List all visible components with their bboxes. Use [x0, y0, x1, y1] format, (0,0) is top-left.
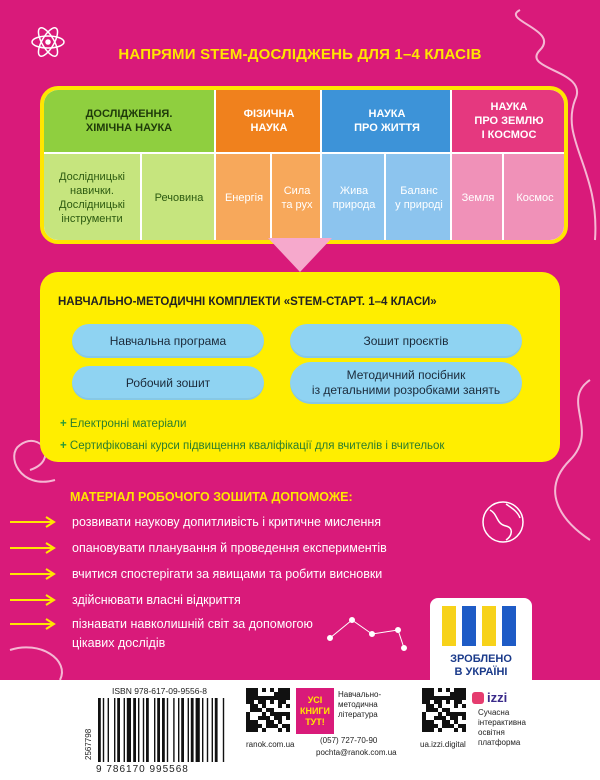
qr-module [430, 696, 434, 700]
qr-module [282, 724, 286, 728]
help-item-label: пізнавати навколишній світ за допомогою [72, 617, 313, 631]
qr-module [442, 716, 446, 720]
qr-module [282, 692, 286, 696]
qr-module [246, 696, 250, 700]
qr-module [246, 700, 250, 704]
qr-module [446, 688, 450, 692]
globe-icon [483, 502, 523, 542]
qr-module [438, 696, 442, 700]
badge-line1: ЗРОБЛЕНО [450, 653, 512, 665]
page-title: НАПРЯМИ STEM-ДОСЛІДЖЕНЬ ДЛЯ 1–4 КЛАСІВ [118, 46, 482, 63]
qr-module [438, 700, 442, 704]
qr-module [438, 712, 442, 716]
izzi-logo [472, 690, 507, 705]
qr-module [450, 724, 454, 728]
qr-module [254, 692, 258, 696]
qr-module [286, 692, 290, 696]
qr-module [266, 696, 270, 700]
barcode-bar [157, 698, 160, 762]
qr-module [250, 724, 254, 728]
arrow-right-icon [10, 617, 58, 631]
qr-code-icon [246, 688, 292, 734]
direction-title-line: І КОСМОС [481, 129, 537, 141]
qr-module [446, 724, 450, 728]
help-item [10, 538, 387, 558]
qr-module [422, 720, 426, 724]
ranok-phone: (057) 727-70-90 [320, 736, 378, 745]
barcode-bar [196, 698, 200, 762]
help-item [10, 564, 382, 584]
help-item-label: здійснювати власні відкриття [72, 593, 241, 607]
kit-title: НАВЧАЛЬНО-МЕТОДИЧНІ КОМПЛЕКТИ «STEM-СТАРТ. 1–4 КЛАСИ» [58, 296, 437, 308]
qr-module [254, 708, 258, 712]
barcode-bar [178, 698, 179, 762]
qr-module [266, 720, 270, 724]
kit-item-program: Навчальна програма [72, 324, 264, 358]
direction-title-line: НАУКА [490, 101, 528, 113]
isbn-text: ISBN 978-617-09-9556-8 [112, 686, 207, 696]
qr-module [438, 716, 442, 720]
qr-module [458, 712, 462, 716]
qr-module [454, 712, 458, 716]
barcode-bar [173, 698, 174, 762]
qr-module [270, 688, 274, 692]
kit-extra-electronic: + Електронні матеріали [60, 418, 187, 430]
qr-module [462, 728, 466, 732]
barcode-bar [215, 698, 218, 762]
qr-module [450, 712, 454, 716]
direction-sub-line: Речовина [154, 192, 204, 204]
qr-module [250, 700, 254, 704]
qr-module [454, 720, 458, 724]
qr-module [262, 712, 266, 716]
qr-module [254, 704, 258, 708]
qr-module [434, 724, 438, 728]
qr-module [270, 700, 274, 704]
barcode-bar [133, 698, 136, 762]
qr-module [426, 704, 430, 708]
qr-module [270, 708, 274, 712]
qr-module [434, 708, 438, 712]
barcode-bar [188, 698, 189, 762]
qr-module [446, 700, 450, 704]
qr-module [262, 716, 266, 720]
help-item-continuation: цікавих дослідів [72, 636, 166, 650]
qr-module [250, 728, 254, 732]
qr-module [450, 716, 454, 720]
qr-module [282, 700, 286, 704]
izzi-desc: Сучасна інтерактивна освітня платформа [478, 708, 526, 747]
qr-module [426, 688, 430, 692]
qr-module [246, 692, 250, 696]
izzi-logo-text: izzi [487, 690, 508, 705]
qr-module [446, 696, 450, 700]
qr-module [422, 728, 426, 732]
qr-module [258, 696, 262, 700]
qr-module [458, 696, 462, 700]
direction-title-line: ХІМІЧНА НАУКА [85, 122, 173, 134]
down-arrow-icon [268, 238, 332, 272]
kit-item-methodical-guide [290, 362, 522, 404]
qr-module [258, 700, 262, 704]
qr-module [246, 712, 250, 716]
qr-module [254, 724, 258, 728]
direction-sub-wildlife [320, 152, 386, 242]
qr-module [278, 712, 282, 716]
qr-module [266, 708, 270, 712]
barcode-number: 9 786170 995568 [96, 764, 189, 775]
qr-module [266, 724, 270, 728]
qr-module [458, 724, 462, 728]
qr-module [454, 688, 458, 692]
barcode-bar [167, 698, 168, 762]
help-item-label: опановувати планування й проведення експериментів [72, 541, 387, 555]
direction-sub-substance [140, 152, 216, 242]
qr-module [282, 712, 286, 716]
qr-module [422, 716, 426, 720]
qr-module [266, 716, 270, 720]
kit-item-workbook: Робочий зошит [72, 366, 264, 400]
qr-module [462, 696, 466, 700]
qr-module [278, 720, 282, 724]
barcode-bar [127, 698, 131, 762]
qr-module [262, 728, 266, 732]
qr-module [282, 696, 286, 700]
direction-sub-line: Земля [461, 192, 495, 204]
qr-module [430, 704, 434, 708]
qr-module [246, 720, 250, 724]
arrow-right-icon [10, 593, 58, 607]
direction-title-line: НАУКА [250, 122, 288, 134]
barcode-bar [223, 698, 224, 762]
qr-module [426, 728, 430, 732]
qr-module [426, 700, 430, 704]
qr-module [274, 696, 278, 700]
qr-module [274, 724, 278, 728]
constellation-icon [328, 618, 407, 651]
qr-module [250, 704, 254, 708]
qr-module [274, 712, 278, 716]
direction-sub-line: Космос [516, 192, 554, 204]
direction-title-line: НАУКА [368, 108, 406, 120]
help-item [10, 512, 381, 532]
direction-header-earth-space [450, 90, 566, 152]
qr-module [286, 728, 290, 732]
direction-sub-line: Дослідницькі [59, 199, 125, 211]
direction-sub-line: Сила [283, 185, 311, 197]
arrow-right-icon [10, 541, 58, 555]
ranok-email: pochta@ranok.com.ua [316, 748, 397, 757]
qr-module [426, 696, 430, 700]
qr-module [430, 720, 434, 724]
direction-sub-line: та рух [281, 199, 313, 211]
barcode-bar [143, 698, 144, 762]
qr-module [262, 704, 266, 708]
direction-sub-line: Дослідницькі [59, 171, 125, 183]
qr-module [430, 692, 434, 696]
qr-module [434, 716, 438, 720]
barcode-bar [146, 698, 149, 762]
qr-module [254, 696, 258, 700]
qr-module [262, 700, 266, 704]
qr-module [462, 688, 466, 692]
izzi-logo-icon [472, 692, 484, 704]
qr-module [278, 728, 282, 732]
qr-module [250, 708, 254, 712]
direction-header-physics [214, 90, 322, 152]
qr-module [270, 724, 274, 728]
qr-module [426, 724, 430, 728]
made-in-ukraine-text [430, 653, 532, 679]
direction-header-life [320, 90, 452, 152]
barcode-bar [191, 698, 194, 762]
qr-module [462, 712, 466, 716]
flag-bar-icon [462, 606, 476, 646]
barcode-icon [98, 698, 234, 762]
qr-module [270, 720, 274, 724]
qr-module [258, 724, 262, 728]
direction-sub-earth [450, 152, 504, 242]
barcode-bar [114, 698, 115, 762]
barcode-bar [138, 698, 139, 762]
swirl-doodle-right [555, 380, 590, 540]
qr-module [458, 700, 462, 704]
ranok-sale-label: УСІ КНИГИ ТУТ! [296, 688, 334, 734]
swirl-doodle-bottom [10, 647, 62, 680]
direction-sub-line: природа [332, 199, 376, 211]
barcode-bar [103, 698, 104, 762]
qr-module [270, 712, 274, 716]
kit-extra-courses: + Сертифіковані курси підвищення кваліфікації для вчителів і вчительок [60, 440, 445, 452]
qr-module [258, 716, 262, 720]
qr-module [422, 712, 426, 716]
help-item [10, 590, 241, 610]
barcode-bar [124, 698, 125, 762]
barcode-bar [212, 698, 213, 762]
ranok-site: ranok.com.ua [246, 740, 295, 749]
qr-module [430, 708, 434, 712]
kit-item-project-notebook: Зошит проєктів [290, 324, 522, 358]
direction-sub-force [270, 152, 322, 242]
arrow-right-icon [10, 567, 58, 581]
kit-item-line: Методичний посібник [346, 368, 466, 382]
qr-module [426, 692, 430, 696]
help-item [10, 614, 313, 634]
qr-module [454, 716, 458, 720]
qr-module [422, 700, 426, 704]
qr-module [254, 720, 258, 724]
direction-sub-line: навички. [70, 185, 114, 197]
direction-sub-space [502, 152, 566, 242]
qr-module [278, 700, 282, 704]
flag-bar-icon [502, 606, 516, 646]
qr-module [462, 704, 466, 708]
barcode-bar [154, 698, 155, 762]
qr-module [446, 712, 450, 716]
kit-extra-electronic-label: Електронні матеріали [69, 418, 187, 430]
barcode-bar [202, 698, 203, 762]
flag-bar-icon [482, 606, 496, 646]
qr-module [454, 700, 458, 704]
help-item-label: вчитися спостерігати за явищами та робити висновки [72, 567, 383, 581]
help-item-label: розвивати наукову допитливість і критичне мислення [72, 515, 382, 529]
made-in-ukraine-badge [430, 598, 532, 690]
qr-module [278, 692, 282, 696]
qr-code-icon [422, 688, 466, 732]
barcode-bar [117, 698, 120, 762]
qr-module [430, 688, 434, 692]
qr-module [270, 696, 274, 700]
qr-module [246, 688, 250, 692]
qr-module [442, 720, 446, 724]
qr-module [462, 716, 466, 720]
qr-module [250, 720, 254, 724]
arrow-right-icon [10, 515, 58, 529]
qr-module [454, 728, 458, 732]
help-title: МАТЕРІАЛ РОБОЧОГО ЗОШИТА ДОПОМОЖЕ: [70, 490, 353, 504]
qr-module [434, 700, 438, 704]
direction-sub-line: Баланс [400, 185, 438, 197]
qr-module [278, 696, 282, 700]
qr-module [438, 728, 442, 732]
qr-module [438, 688, 442, 692]
qr-module [422, 724, 426, 728]
qr-module [462, 692, 466, 696]
direction-header-chemistry [44, 90, 214, 152]
qr-module [458, 692, 462, 696]
qr-module [250, 696, 254, 700]
barcode-bar [162, 698, 165, 762]
qr-module [446, 720, 450, 724]
direction-title-line: ПРО ЖИТТЯ [354, 122, 420, 134]
qr-module [446, 708, 450, 712]
qr-module [426, 708, 430, 712]
qr-module [426, 720, 430, 724]
qr-module [422, 692, 426, 696]
qr-module [274, 692, 278, 696]
qr-module [442, 696, 446, 700]
qr-module [286, 688, 290, 692]
barcode-bar [108, 698, 109, 762]
kit-item-line: із детальними розробками занять [311, 383, 501, 397]
qr-module [286, 704, 290, 708]
qr-module [434, 696, 438, 700]
flag-bar-icon [442, 606, 456, 646]
qr-module [422, 696, 426, 700]
qr-module [246, 716, 250, 720]
qr-module [286, 716, 290, 720]
qr-module [422, 688, 426, 692]
direction-sub-line: у природі [395, 199, 443, 211]
qr-module [286, 712, 290, 716]
qr-module [254, 728, 258, 732]
qr-module [430, 728, 434, 732]
qr-module [450, 696, 454, 700]
direction-sub-research-skills [44, 152, 140, 242]
qr-module [278, 716, 282, 720]
direction-sub-energy [214, 152, 272, 242]
qr-module [274, 716, 278, 720]
qr-module [286, 724, 290, 728]
qr-module [246, 728, 250, 732]
direction-sub-line: Енергія [224, 192, 264, 204]
barcode-bar [207, 698, 208, 762]
qr-module [450, 692, 454, 696]
direction-title-line: ДОСЛІДЖЕННЯ. [85, 108, 173, 120]
barcode-bar [98, 698, 101, 762]
qr-module [458, 688, 462, 692]
barcode-bar [181, 698, 184, 762]
direction-sub-line: Жива [339, 185, 369, 197]
badge-line2: В УКРАЇНІ [454, 666, 508, 678]
qr-module [430, 724, 434, 728]
qr-module [258, 708, 262, 712]
qr-module [454, 692, 458, 696]
qr-module [454, 696, 458, 700]
qr-module [250, 692, 254, 696]
qr-module [462, 724, 466, 728]
qr-module [278, 704, 282, 708]
qr-module [262, 688, 266, 692]
qr-module [254, 688, 258, 692]
qr-module [438, 704, 442, 708]
side-digits: 2567798 [84, 728, 93, 760]
direction-sub-balance [384, 152, 452, 242]
qr-module [250, 688, 254, 692]
kit-extra-courses-label: Сертифіковані курси підвищення кваліфікації для вчителів і вчительок [69, 440, 445, 452]
direction-sub-line: інструменти [61, 213, 123, 225]
izzi-site: ua.izzi.digital [420, 740, 466, 749]
qr-module [262, 696, 266, 700]
direction-title-line: ФІЗИЧНА [243, 108, 295, 120]
ranok-desc: Навчально- методична література [338, 690, 382, 719]
qr-module [286, 696, 290, 700]
qr-module [278, 688, 282, 692]
qr-module [282, 688, 286, 692]
direction-title-line: ПРО ЗЕМЛЮ [474, 115, 544, 127]
qr-module [246, 724, 250, 728]
stem-directions-table [40, 86, 568, 244]
qr-module [442, 724, 446, 728]
qr-module [442, 708, 446, 712]
qr-module [454, 704, 458, 708]
